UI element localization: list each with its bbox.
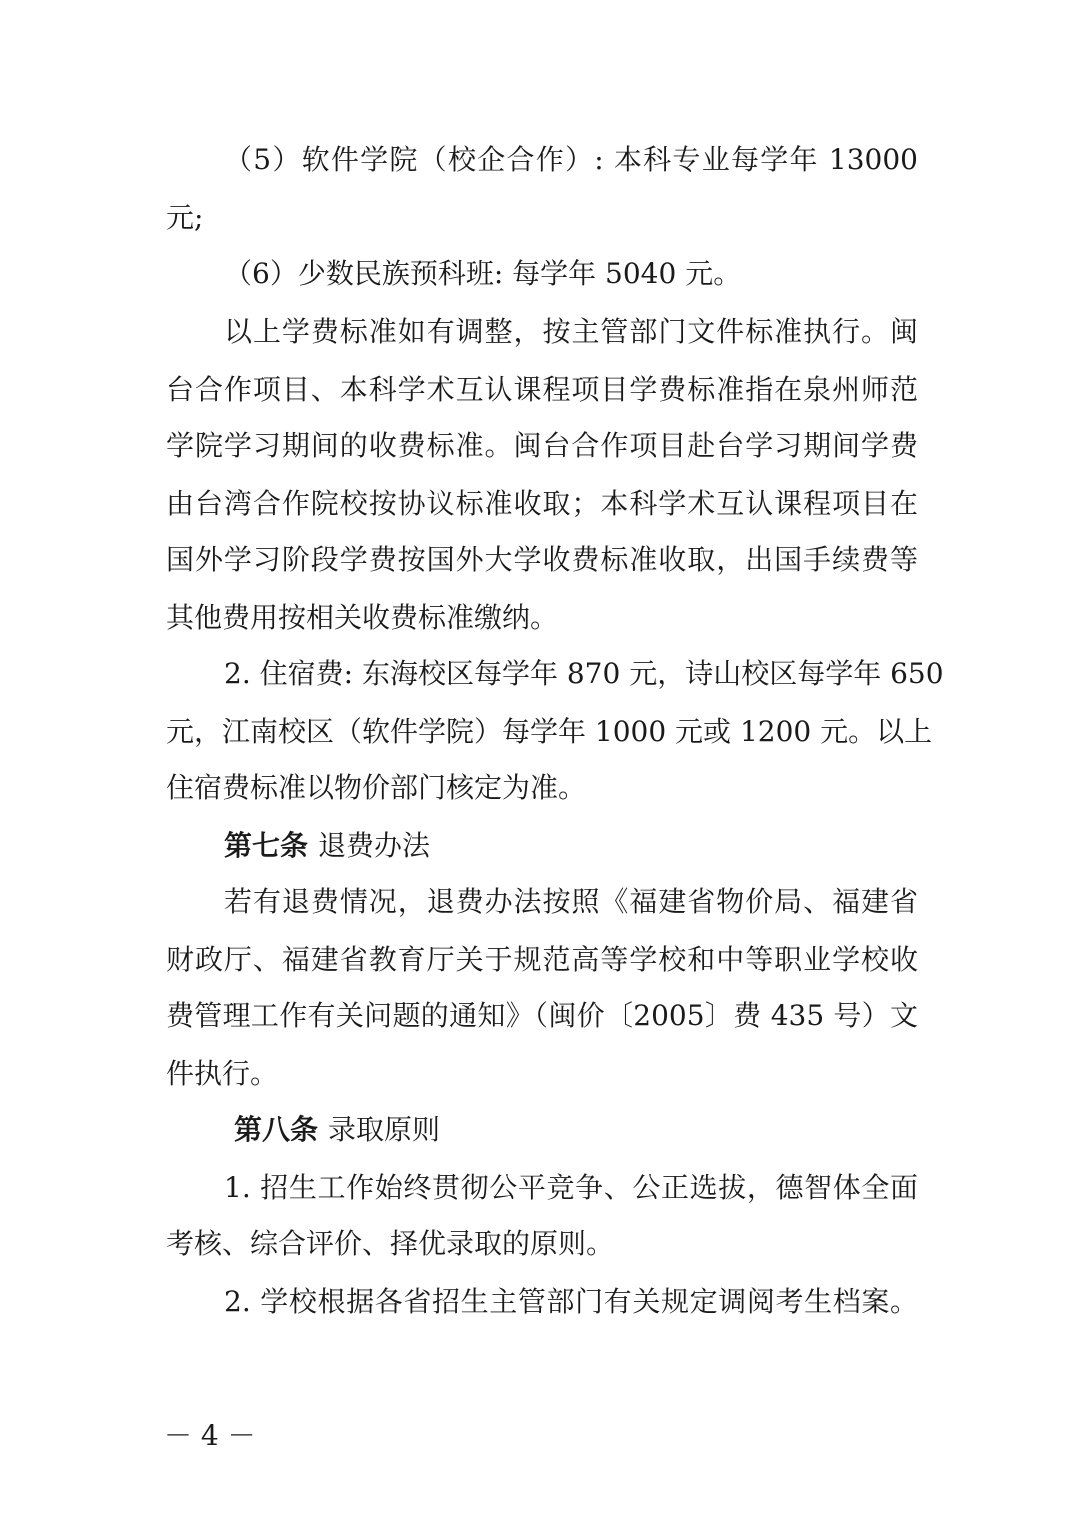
text-line: 国外学习阶段学费按国外大学收费标准收取，出国手续费等 [166,543,918,576]
text-line: 以上学费标准如有调整，按主管部门文件标准执行。闽 [224,315,918,348]
article-title: 退费办法 [318,829,431,862]
article-8-heading [234,1110,440,1150]
text-line: 台合作项目、本科学术互认课程项目学费标准指在泉州师范 [166,373,918,406]
text-line: 元; [166,201,204,234]
text-line: 若有退费情况，退费办法按照《福建省物价局、福建省 [224,885,918,918]
text-line: 元，江南校区（软件学院）每学年 1000 元或 1200 元。以上 [166,715,933,748]
text-line: 2. 学校根据各省招生主管部门有关规定调阅考生档案。 [224,1285,918,1318]
text-line: 件执行。 [166,1057,279,1090]
text-line: 2. 住宿费: 东海校区每学年 870 元，诗山校区每学年 650 [224,657,944,690]
text-line: 费管理工作有关问题的通知》（闽价〔2005〕费 435 号）文 [166,999,918,1032]
text-line: 财政厅、福建省教育厅关于规范高等学校和中等职业学校收 [166,943,918,976]
page-number: － 4 － [164,1419,256,1452]
text-line: 其他费用按相关收费标准缴纳。 [166,601,559,634]
text-line: 学院学习期间的收费标准。闽台合作项目赴台学习期间学费 [166,429,918,462]
text-line: （5）软件学院（校企合作）: 本科专业每学年 13000 [224,143,918,176]
article-7-heading [224,826,430,866]
text-line: 由台湾合作院校按协议标准收取；本科学术互认课程项目在 [166,487,918,520]
article-label: 第八条 [234,1113,319,1146]
text-line: （6）少数民族预科班: 每学年 5040 元。 [224,257,742,290]
article-label: 第七条 [224,829,309,862]
text-line: 1. 招生工作始终贯彻公平竞争、公正选拔，德智体全面 [224,1171,918,1204]
text-line: 住宿费标准以物价部门核定为准。 [166,771,587,804]
text-line: 考核、综合评价、择优录取的原则。 [166,1227,615,1260]
article-title: 录取原则 [328,1113,441,1146]
